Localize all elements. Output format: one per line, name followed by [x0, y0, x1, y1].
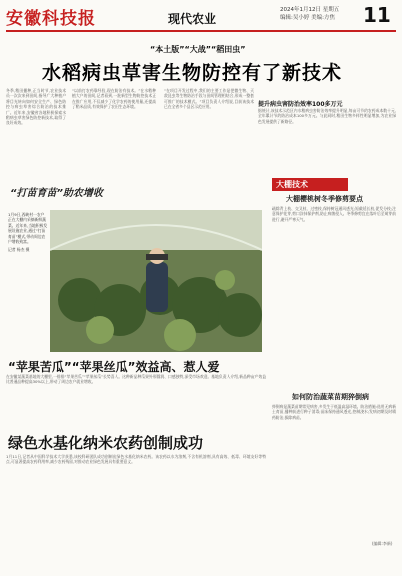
article3-body: 1月11日,记者从中国科学技术大学获悉,该校科研团队成功创制出绿色水基化纳米农药。该农药以水为溶剂,不含有机溶剂,具有高效、低毒、环境友好等特点,可显著提高农药利用率,减少农药残留,对推动农业绿色发展具有重要意义。: [6, 454, 266, 465]
article1-col2: “以前打农药靠经验,现在防治有技术。”在水稻种植大户的田间,记者看到,一批新型生物防控技术正在推广应用,不仅减少了化学农药的使用量,还提高了稻米品质,有效保护了农田生态环境。: [72, 88, 156, 110]
article1-col1: 冬季,稻田播种,正当时节,农业技术员一次次来到田间,指导广大种植户将目光转向如何安全生产、绿色防控与病虫草害综合防治的技术推广。近年来,安徽省各地积极探索水稻病虫草害绿色防控新技术,取得了良好成效。: [6, 88, 66, 126]
photo-credit: 记者 杨杰 摄: [8, 247, 30, 253]
page-number: 11: [363, 3, 391, 27]
sidebar-item2-title: 如何防治蔬菜苗期猝倒病: [292, 393, 369, 401]
article1-col3: “在项目开发过程中,我们的主要工作是把微生物、天敌昆虫等生物防治手段与田间管理相结合,形成一整套可推广的技术模式。”项目负责人介绍说,目前该技术已在全省多个县区示范应用。: [164, 88, 254, 110]
article1-col4: 据统计,该技术示范区内水稻病虫害防治效率提升明显,每亩可节约农药成本数十元,全年累计节约防治成本100多万元。与此同时,稻田生物多样性明显增加,为农业绿色发展提供了新路径。: [258, 108, 396, 124]
article2-body: 在安徽某蔬菜基地的大棚里,一排排“苹果苦瓜”“苹果丝瓜”长势喜人。这种新品种瓜果外形圆润、口感独特,深受市场欢迎。基地负责人介绍,新品种亩产效益比普通品种提高30%以上,带动了周边农户就业增收。: [6, 374, 266, 385]
newspaper-logo: 安徽科技报: [6, 9, 96, 29]
masthead-rule: [6, 30, 396, 32]
article3-headline: 绿色水基化纳米农药创制成功: [8, 434, 204, 452]
sidebar-item2-body: 猝倒病是蔬菜苗期常见病害,多发生于低温高湿环境。防治措施:选用无病新土育苗,播种前进行种子消毒;苗床保持通风透光,控制浇水;发病初期及时喷药防治,拔除病苗。: [272, 404, 396, 420]
issue-editors: 编辑:吴小婷 美编:方焦: [280, 15, 335, 21]
article2-headline: “苹果苦瓜”“苹果丝瓜”效益高、惹人爱: [8, 360, 220, 374]
photo-caption-text: 1月9日,西峡村一农户正在大棚内采摘新鲜蔬菜。近年来,当地积极发展设施农业,通过“打苗育苗”模式,带动周边农户增收致富。: [8, 212, 48, 245]
article1-headline: 水稻病虫草害生物防控有了新技术: [42, 62, 343, 84]
sidebar-item1-title: 大棚樱桃树冬季修剪要点: [286, 195, 363, 203]
sidebar-item1-body: 疏除背上枝、交叉枝、过密枝,保持树冠通风透光;短截延长枝,促发分枝;注意保护花芽,剪口涂抹保护剂,防止病菌侵入。冬季修剪宜在落叶后至萌芽前进行,避开严寒天气。: [272, 206, 396, 222]
article1-pretitle: “本土版”“大战”“稻田虫”: [150, 45, 246, 54]
issue-info: [280, 6, 339, 22]
greenhouse-photo: [50, 210, 262, 352]
sidebar-editor: (编辑:李新): [372, 541, 393, 546]
issue-date: 2024年1月12日 星期五: [280, 7, 340, 13]
article1-subhead: 提升病虫害防治效率100多万元: [258, 101, 343, 108]
section-title: 现代农业: [168, 12, 217, 26]
photo-caption: [8, 212, 48, 253]
sidebar-tag: 大棚技术: [272, 178, 348, 191]
greenhouse-illustration: [50, 210, 262, 352]
photo-story-title: “打苗育苗”助农增收: [10, 188, 103, 199]
